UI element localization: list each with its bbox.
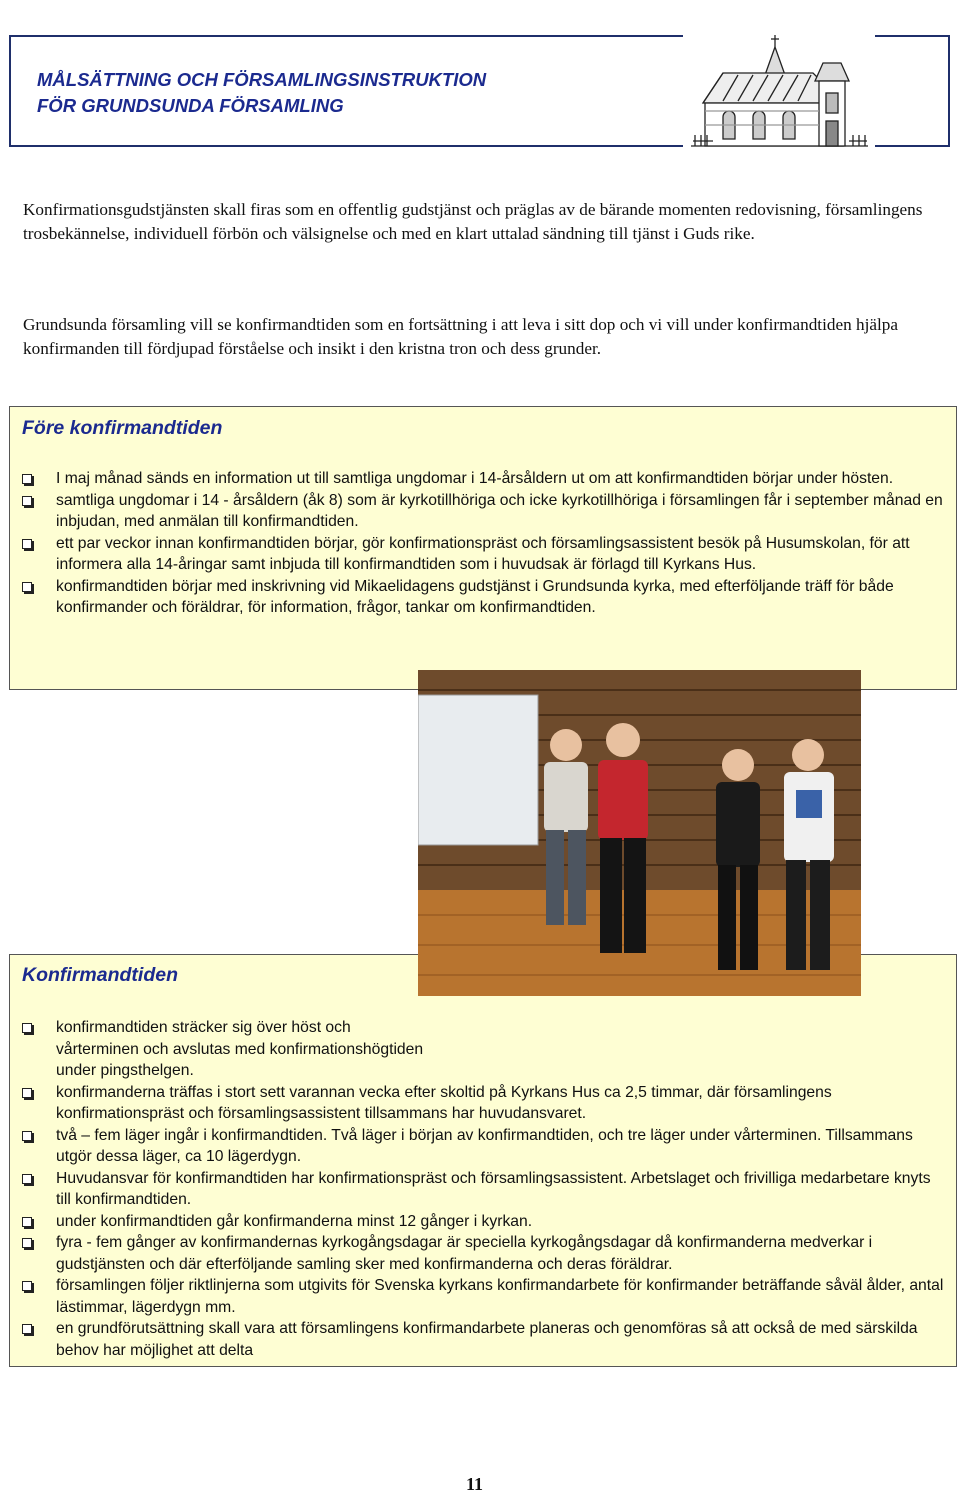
checkbox-bullet-icon [22, 1238, 32, 1248]
list-item [10, 490, 956, 533]
section-before-list [10, 468, 956, 619]
checkbox-bullet-icon [22, 496, 32, 506]
list-item-text: konfirmanderna träffas i stort sett varannan vecka efter skoltid på Kyrkans Hus ca 2,5 timmar, där församlingens konfirmationspräst och församlingsassistent tillsammans har huvudansvaret. [56, 1083, 832, 1122]
list-item-text: två – fem läger ingår i konfirmandtiden. Två läger i början av konfirmandtiden, och tre läger under vårterminen. Tillsammans utgör dessa läger, ca 10 lägerdygn. [56, 1126, 913, 1165]
checkbox-bullet-icon [22, 1088, 32, 1098]
list-item-text: under konfirmandtiden går konfirmanderna minst 12 gånger i kyrkan. [56, 1212, 533, 1230]
checkbox-bullet-icon [22, 1023, 32, 1033]
section-confirmation-period [9, 954, 957, 1367]
list-item [10, 1168, 956, 1211]
list-item-text: Huvudansvar för konfirmandtiden har konfirmationspräst och församlingsassistent. Arbetslaget och frivilliga medarbetare knyts till konfirmandtiden. [56, 1169, 931, 1208]
list-item [10, 1082, 956, 1125]
page-header [9, 35, 950, 147]
checkbox-bullet-icon [22, 1217, 32, 1227]
list-item [10, 1318, 956, 1361]
photo-illustration [418, 670, 861, 996]
checkbox-bullet-icon [22, 582, 32, 592]
list-item [10, 1275, 956, 1318]
checkbox-bullet-icon [22, 1324, 32, 1334]
list-item-text: konfirmandtiden börjar med inskrivning vid Mikaelidagens gudstjänst i Grundsunda kyrka, med efterföljande träff för både konfirmander och föräldrar, för information, frågor, tankar om konfirmandtiden. [56, 577, 894, 616]
list-item-text: samtliga ungdomar i 14 - årsåldern (åk 8) som är kyrkotillhöriga och icke kyrkotillhöriga i församlingen får i september månad en inbjudan, med anmälan till konfirmandtiden. [56, 491, 943, 530]
header-title-line1: MÅLSÄTTNING OCH FÖRSAMLINGSINSTRUKTION [37, 69, 487, 90]
header-title [37, 67, 486, 119]
list-item-text: konfirmandtiden sträcker sig över höst och vårterminen och avslutas med konfirmationshögtiden under pingsthelgen. [56, 1019, 424, 1079]
intro-paragraph-2: Grundsunda församling vill se konfirmandtiden som en fortsättning i att leva i sitt dop och vi vill under konfirmandtiden hjälpa konfirmanden till fördjupad förståelse och insikt i den kristna tron och dess grunder. [23, 315, 898, 358]
section-before-heading: Före konfirmandtiden [22, 417, 223, 439]
checkbox-bullet-icon [22, 1131, 32, 1141]
list-item [10, 1017, 956, 1082]
list-item [10, 1211, 956, 1233]
list-item [10, 468, 956, 490]
list-item-text: I maj månad sänds en information ut till samtliga ungdomar i 14-årsåldern ut om att konfirmandtiden börjar under hösten. [56, 470, 894, 487]
checkbox-bullet-icon [22, 1281, 32, 1291]
list-item [10, 1125, 956, 1168]
header-title-line2: FÖR GRUNDSUNDA FÖRSAMLING [37, 95, 344, 116]
page-number: 11 [466, 1474, 484, 1494]
list-item [10, 1232, 956, 1275]
section-during-list [10, 1017, 956, 1361]
checkbox-bullet-icon [22, 539, 32, 549]
list-item-text: ett par veckor innan konfirmandtiden börjar, gör konfirmationspräst och församlingsassistent besök på Husumskolan, för att informera alla 14-åringar samt inbjuda till konfirmandtiden som i huvudsak är förlagd till Kyrkans Hus. [56, 534, 910, 573]
confirmands-photo [418, 670, 861, 996]
church-icon [683, 33, 875, 151]
section-during-heading: Konfirmandtiden [22, 964, 178, 986]
intro-paragraph-1: Konfirmationsgudstjänsten skall firas som en offentlig gudstjänst och präglas av de bärande momenten redovisning, församlingens trosbekännelse, individuell förbön och välsignelse och med en klart uttalad sändning till tjänst i Guds rike. [23, 200, 923, 243]
checkbox-bullet-icon [22, 474, 32, 484]
list-item [10, 576, 956, 619]
checkbox-bullet-icon [22, 1174, 32, 1184]
section-before-confirmation [9, 406, 957, 690]
list-item-text: fyra - fem gånger av konfirmandernas kyrkogångsdagar är speciella kyrkogångsdagar då konfirmanderna medverkar i gudstjänsten och där efterföljande samling sker med konfirmanderna och deras föräldrar. [56, 1234, 873, 1273]
list-item-text: församlingen följer riktlinjerna som utgivits för Svenska kyrkans konfirmandarbete för konfirmander beträffande såväl ålder, antal lästimmar, lägerdygn mm. [56, 1277, 944, 1316]
church-illustration [683, 33, 875, 151]
list-item [10, 533, 956, 576]
list-item-text: en grundförutsättning skall vara att församlingens konfirmandarbete planeras och genomföras så att också de med särskilda behov har möjlighet att delta [56, 1320, 918, 1359]
